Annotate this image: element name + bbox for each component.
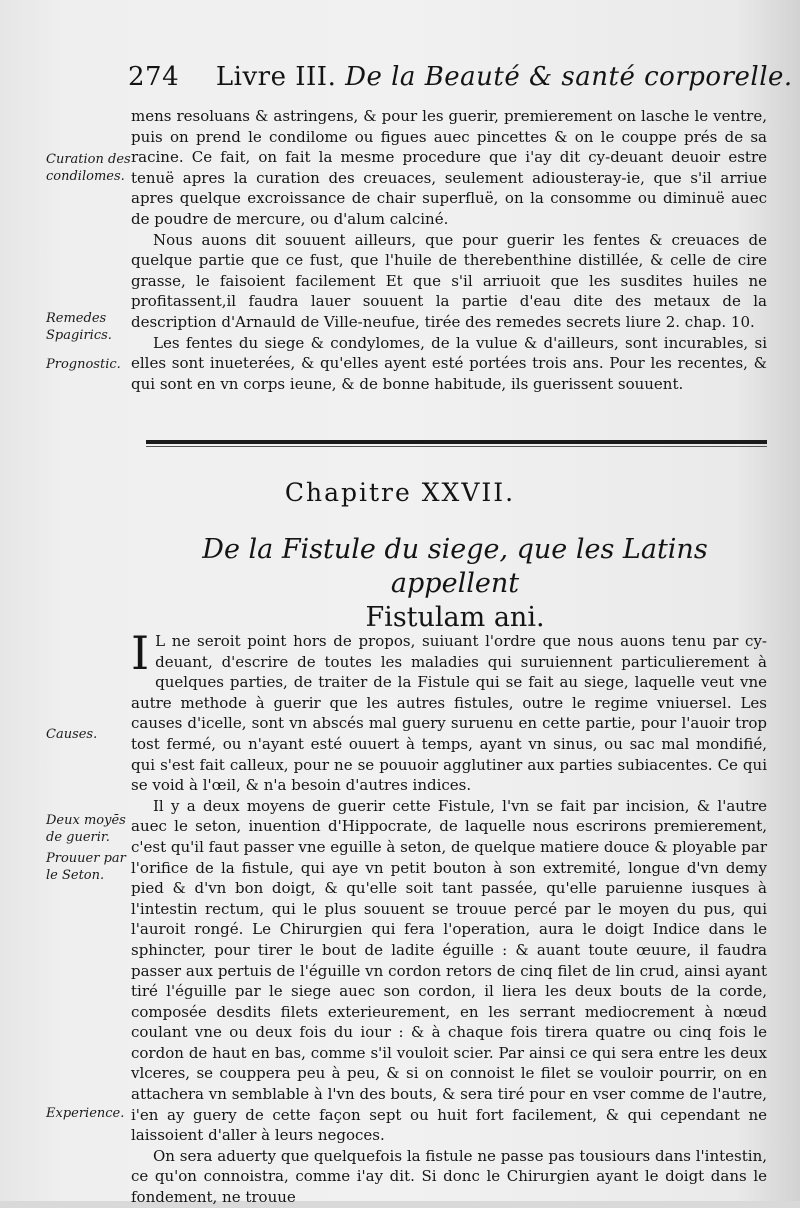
chapter-title-line2: Fistulam ani.: [365, 602, 545, 633]
book-label: Livre III.: [215, 62, 337, 92]
chapter-title-line1: De la Fistule du siege, que les Latins appellent: [202, 534, 708, 599]
margin-note-prognostic: Prognostic.: [46, 357, 121, 372]
margin-note-causes: Causes.: [46, 727, 98, 742]
paragraph: Il y a deux moyens de guerir cette Fistule, l'vn se fait par incision, & l'autre auec le seton, inuention d'Hippocrate, de laquelle nous escrirons premierement, c'est qu'il faut passer vne eguille à seton, de quelque matiere douce & ployable par l'orifice de la fistule, qui aye vn petit bouton à son extremité, longue d'vn demy pied & d'vn bon doigt, & qu'elle soit tant passée, qu'elle paruienne iusques à l'intestin rectum, qui le plus souuent se trouue percé par le moyen du pus, qui l'auroit rongé. Le Chirurgien qui fera l'operation, aura le doigt Indice dans le sphincter, pour tirer le bout de ladite éguille : & auant toute œuure, il faudra passer aux pertuis de l'éguille vn cordon retors de cinq filet de lin crud, ainsi ayant tiré l'éguille par le siege auec son cordon, il liera les deux bouts de la corde, composée desdits filets exterieurement, en les serrant mediocrement à nœud coulant vne ou deux fois du iour : & à chaque fois tirera quatre ou cinq fois le cordon de haut en bas, comme s'il vouloit scier. Par ainsi ce qui sera entre les deux vlceres, se couppera peu à peu, & si on connoist le filet se vouloir pourrir, on en attachera vn semblable à l'vn des bouts, & sera tiré pour en vser comme de l'autre, i'en ay guery de cette façon sept ou huit fort facilement, & qui cependant ne laissoient d'aller à leurs negoces.: [131, 796, 767, 1145]
running-header: [128, 62, 793, 92]
margin-note-seton: Prouuer par le Seton.: [46, 851, 126, 883]
paragraph: [131, 626, 767, 796]
paragraph: mens resoluans & astringens, & pour les guerir, premierement on lasche le ventre, puis on prend le condilome ou figues auec pincettes & on le couppe prés de sa racine. Ce fait, on fait la mesme procedure que i'ay dit cy-deuant deuoir estre tenuë apres la curation des creuaces, seulement adiousteray-ie, que s'il arriue apres quelque excroissance de chair superfluë, on la consomme ou diminuë auec de poudre de mercure, ou d'alum calciné.: [131, 107, 767, 228]
paragraph: Les fentes du siege & condylomes, de la vulue & d'ailleurs, sont incurables, si elles sont inueterées, & qu'elles ayent esté portées trois ans. Pour les recentes, & qui sont en vn corps ieune, & de bonne habitude, ils guerissent souuent.: [131, 333, 767, 393]
page-number: 274: [128, 62, 180, 92]
margin-note-deux-moyens: Deux moyēs de guerir.: [46, 813, 126, 845]
paragraph: On sera aduerty que quelquefois la fistule ne passe pas tousiours dans l'intestin, ce qu'on connoistra, comme i'ay dit. Si donc le Chirurgien ayant le doigt dans le fondement, ne trouue: [131, 1146, 767, 1207]
drop-cap: I: [131, 626, 150, 680]
text-block-top: [131, 106, 767, 394]
margin-note-experience: Experience.: [46, 1106, 125, 1121]
running-title: De la Beauté & santé corporelle.: [345, 62, 793, 92]
chapter-title: [140, 533, 770, 635]
chapter-heading: Chapitre XXVII.: [284, 478, 516, 507]
section-rule: [146, 440, 767, 444]
paragraph: Nous auons dit souuent ailleurs, que pour guerir les fentes & creuaces de quelque partie que ce fust, que l'huile de therebenthine distillée, & celle de cire grasse, le faisoient facilement Et que s'il arriuoit que les susdites huiles ne profitassent,il faudra lauer souuent la partie d'eau dite des metaux de la description d'Arnauld de Ville-neufue, tirée des remedes secrets liure 2. chap. 10.: [131, 230, 767, 331]
section-rule-thin: [146, 446, 767, 447]
text-block-bottom: [131, 626, 767, 1208]
margin-note-remedes: Remedes Spagirics.: [46, 311, 112, 343]
margin-note-curation: Curation des condilomes.: [46, 152, 131, 184]
paragraph-text: L ne seroit point hors de propos, suiuant l'ordre que nous auons tenu par cy-deuant, d'escrire de toutes les maladies qui suruiennent particulierement à quelques parties, de traiter de la Fistule qui se fait au siege, laquelle veut vne autre methode à guerir que les autres fistules, outre le regime vniuersel. Les causes d'icelle, sont vn abscés mal guery suruenu en cette partie, pour l'auoir trop tost fermé, ou n'ayant esté ouuert à temps, ayant vn sinus, ou sac mal mondifié, qui s'est fait calleux, pour ne se pouuoir agglutiner aux parties subiacentes. Ce qui se void à l'œil, & n'a besoin d'autres indices.: [131, 632, 767, 795]
